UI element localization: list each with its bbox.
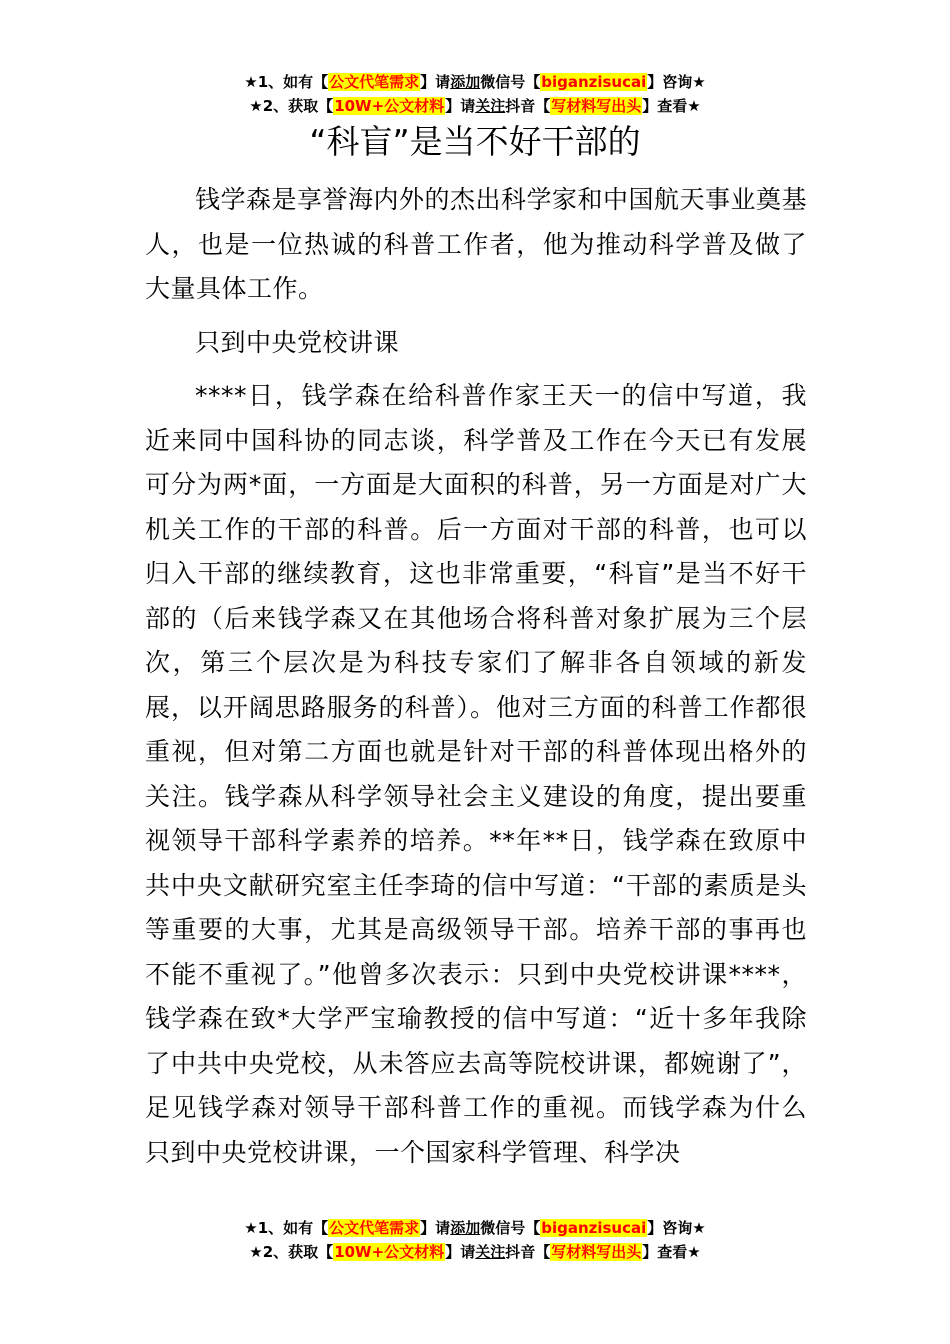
banner-text: 抖音【: [505, 97, 551, 115]
document-title: “科盲”是当不好干部的: [309, 122, 641, 161]
banner-highlight: 10W+公文材料: [334, 1243, 445, 1261]
banner-underlined: 添加: [450, 1219, 481, 1237]
banner-text: ★1、如有【: [244, 73, 329, 91]
banner-text: 抖音【: [505, 1243, 551, 1261]
banner-text: 】咨询★: [647, 1219, 706, 1237]
banner-line-1: [0, 1216, 950, 1240]
banner-highlight: 公文代笔需求: [329, 73, 420, 91]
header-banner: [0, 70, 950, 118]
banner-underlined: 添加: [450, 73, 481, 91]
banner-underlined: 关注: [475, 1243, 506, 1261]
banner-highlight: 10W+公文材料: [334, 97, 445, 115]
banner-line-2: [0, 1240, 950, 1264]
banner-text: 微信号【: [480, 73, 541, 91]
banner-line-2: [0, 94, 950, 118]
banner-text: 】查看★: [642, 97, 701, 115]
banner-text: ★1、如有【: [244, 1219, 329, 1237]
banner-text: 】请: [420, 1219, 451, 1237]
section-heading: 只到中央党校讲课: [195, 327, 400, 357]
banner-text: 】请: [445, 97, 476, 115]
banner-highlight: biganzisucai: [541, 1219, 647, 1237]
banner-text: ★2、获取【: [249, 97, 334, 115]
banner-line-1: [0, 70, 950, 94]
banner-underlined: 关注: [475, 97, 506, 115]
banner-text: 】请: [445, 1243, 476, 1261]
banner-highlight: biganzisucai: [541, 73, 647, 91]
banner-text: ★2、获取【: [249, 1243, 334, 1261]
banner-highlight: 公文代笔需求: [329, 1219, 420, 1237]
banner-highlight: 写材料写出头: [551, 97, 642, 115]
body-paragraph: ****日，钱学森在给科普作家王天一的信中写道，我近来同中国科协的同志谈，科学普及工作在今天已有发展可分为两*面，一方面是大面积的科普，另一方面是对广大机关工作的干部的科普。后一方面对干部的科普，也可以归入干部的继续教育，这也非常重要，“科盲”是当不好干部的（后来钱学森又在其他场合将科普对象扩展为三个层次，第三个层次是为科技专家们了解非各自领域的新发展，以开阔思路服务的科普）。他对三方面的科普工作都很重视，但对第二方面也就是针对干部的科普体现出格外的关注。钱学森从科学领导社会主义建设的角度，提出要重视领导干部科学素养的培养。**年**日，钱学森在致原中共中央文献研究室主任李琦的信中写道：“干部的素质是头等重要的大事，尤其是高级领导干部。培养干部的事再也不能不重视了。”他曾多次表示：只到中央党校讲课****，钱学森在致*大学严宝瑜教授的信中写道：“近十多年我除了中共中央党校，从未答应去高等院校讲课，都婉谢了”，足见钱学森对领导干部科普工作的重视。而钱学森为什么只到中央党校讲课，一个国家科学管理、科学决: [145, 381, 807, 1167]
document-body: [145, 178, 807, 1175]
banner-text: 微信号【: [480, 1219, 541, 1237]
body-paragraph: 钱学森是享誉海内外的杰出科学家和中国航天事业奠基人，也是一位热诚的科普工作者，他为推动科学普及做了大量具体工作。: [145, 185, 808, 303]
banner-text: 】咨询★: [647, 73, 706, 91]
banner-text: 】查看★: [642, 1243, 701, 1261]
banner-text: 】请: [420, 73, 451, 91]
footer-banner: [0, 1216, 950, 1264]
banner-highlight: 写材料写出头: [551, 1243, 642, 1261]
